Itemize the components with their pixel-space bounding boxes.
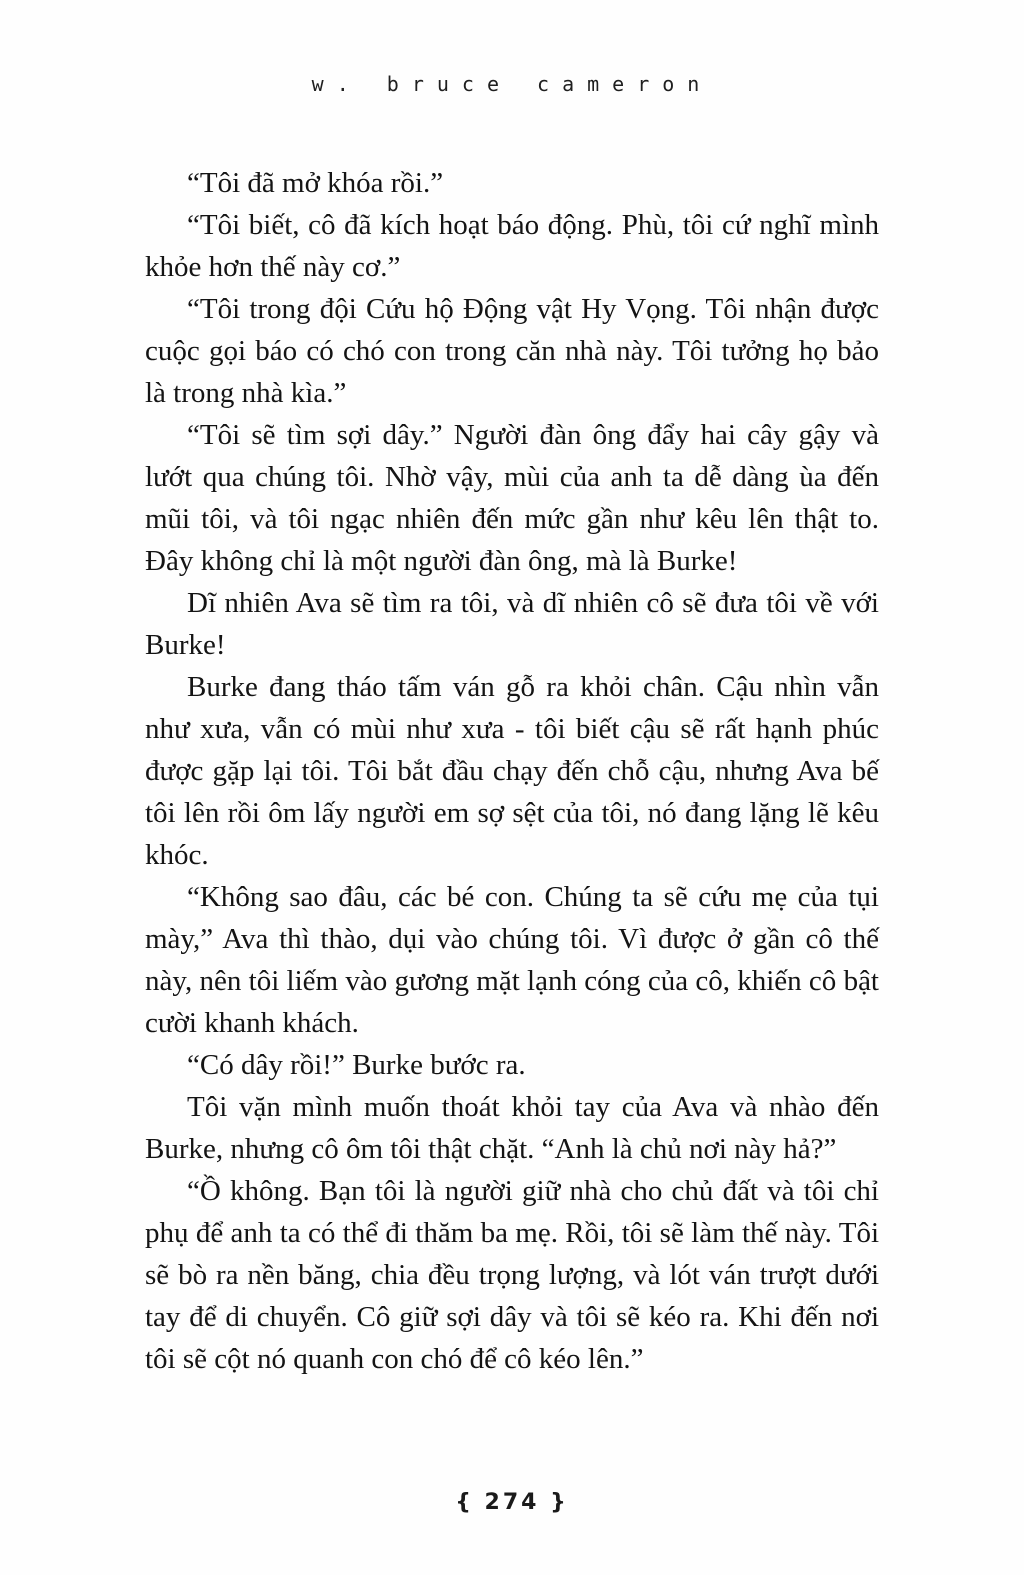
body-text <box>145 162 879 1380</box>
paragraph: “Tôi sẽ tìm sợi dây.” Người đàn ông đẩy hai cây gậy và lướt qua chúng tôi. Nhờ vậy, mùi của anh ta dễ dàng ùa đến mũi tôi, và tôi ngạc nhiên đến mức gần như kêu lên thật to. Đây không chỉ là một người đàn ông, mà là Burke! <box>145 419 879 577</box>
paragraph: “Ồ không. Bạn tôi là người giữ nhà cho chủ đất và tôi chỉ phụ để anh ta có thể đi thăm ba mẹ. Rồi, tôi sẽ làm thế này. Tôi sẽ bò ra nền băng, chia đều trọng lượng, và lót ván trượt dưới tay để di chuyển. Cô giữ sợi dây và tôi sẽ kéo ra. Khi đến nơi tôi sẽ cột nó quanh con chó để cô kéo lên.” <box>145 1175 879 1375</box>
paragraph: “Tôi trong đội Cứu hộ Động vật Hy Vọng. Tôi nhận được cuộc gọi báo có chó con trong căn nhà này. Tôi tưởng họ bảo là trong nhà kìa.” <box>145 293 879 409</box>
paragraph: “Tôi biết, cô đã kích hoạt báo động. Phù, tôi cứ nghĩ mình khỏe hơn thế này cơ.” <box>145 209 879 283</box>
running-header: w. bruce cameron <box>311 72 713 96</box>
paragraph: “Tôi đã mở khóa rồi.” <box>187 167 444 199</box>
paragraph: Dĩ nhiên Ava sẽ tìm ra tôi, và dĩ nhiên cô sẽ đưa tôi về với Burke! <box>145 587 879 661</box>
paragraph: “Không sao đâu, các bé con. Chúng ta sẽ cứu mẹ của tụi mày,” Ava thì thào, dụi vào chúng tôi. Vì được ở gần cô thế này, nên tôi liếm vào gương mặt lạnh cóng của cô, khiến cô bật cười khanh khách. <box>145 881 879 1039</box>
paragraph: Burke đang tháo tấm ván gỗ ra khỏi chân. Cậu nhìn vẫn như xưa, vẫn có mùi như xưa - tôi biết cậu sẽ rất hạnh phúc được gặp lại tôi. Tôi bắt đầu chạy đến chỗ cậu, nhưng Ava bế tôi lên rồi ôm lấy người em sợ sệt của tôi, nó đang lặng lẽ kêu khóc. <box>145 671 879 871</box>
paragraph: Tôi vặn mình muốn thoát khỏi tay của Ava và nhào đến Burke, nhưng cô ôm tôi thật chặt. “Anh là chủ nơi này hả?” <box>145 1091 879 1165</box>
paragraph: “Có dây rồi!” Burke bước ra. <box>187 1049 526 1081</box>
page-number: { 274 } <box>455 1490 569 1515</box>
